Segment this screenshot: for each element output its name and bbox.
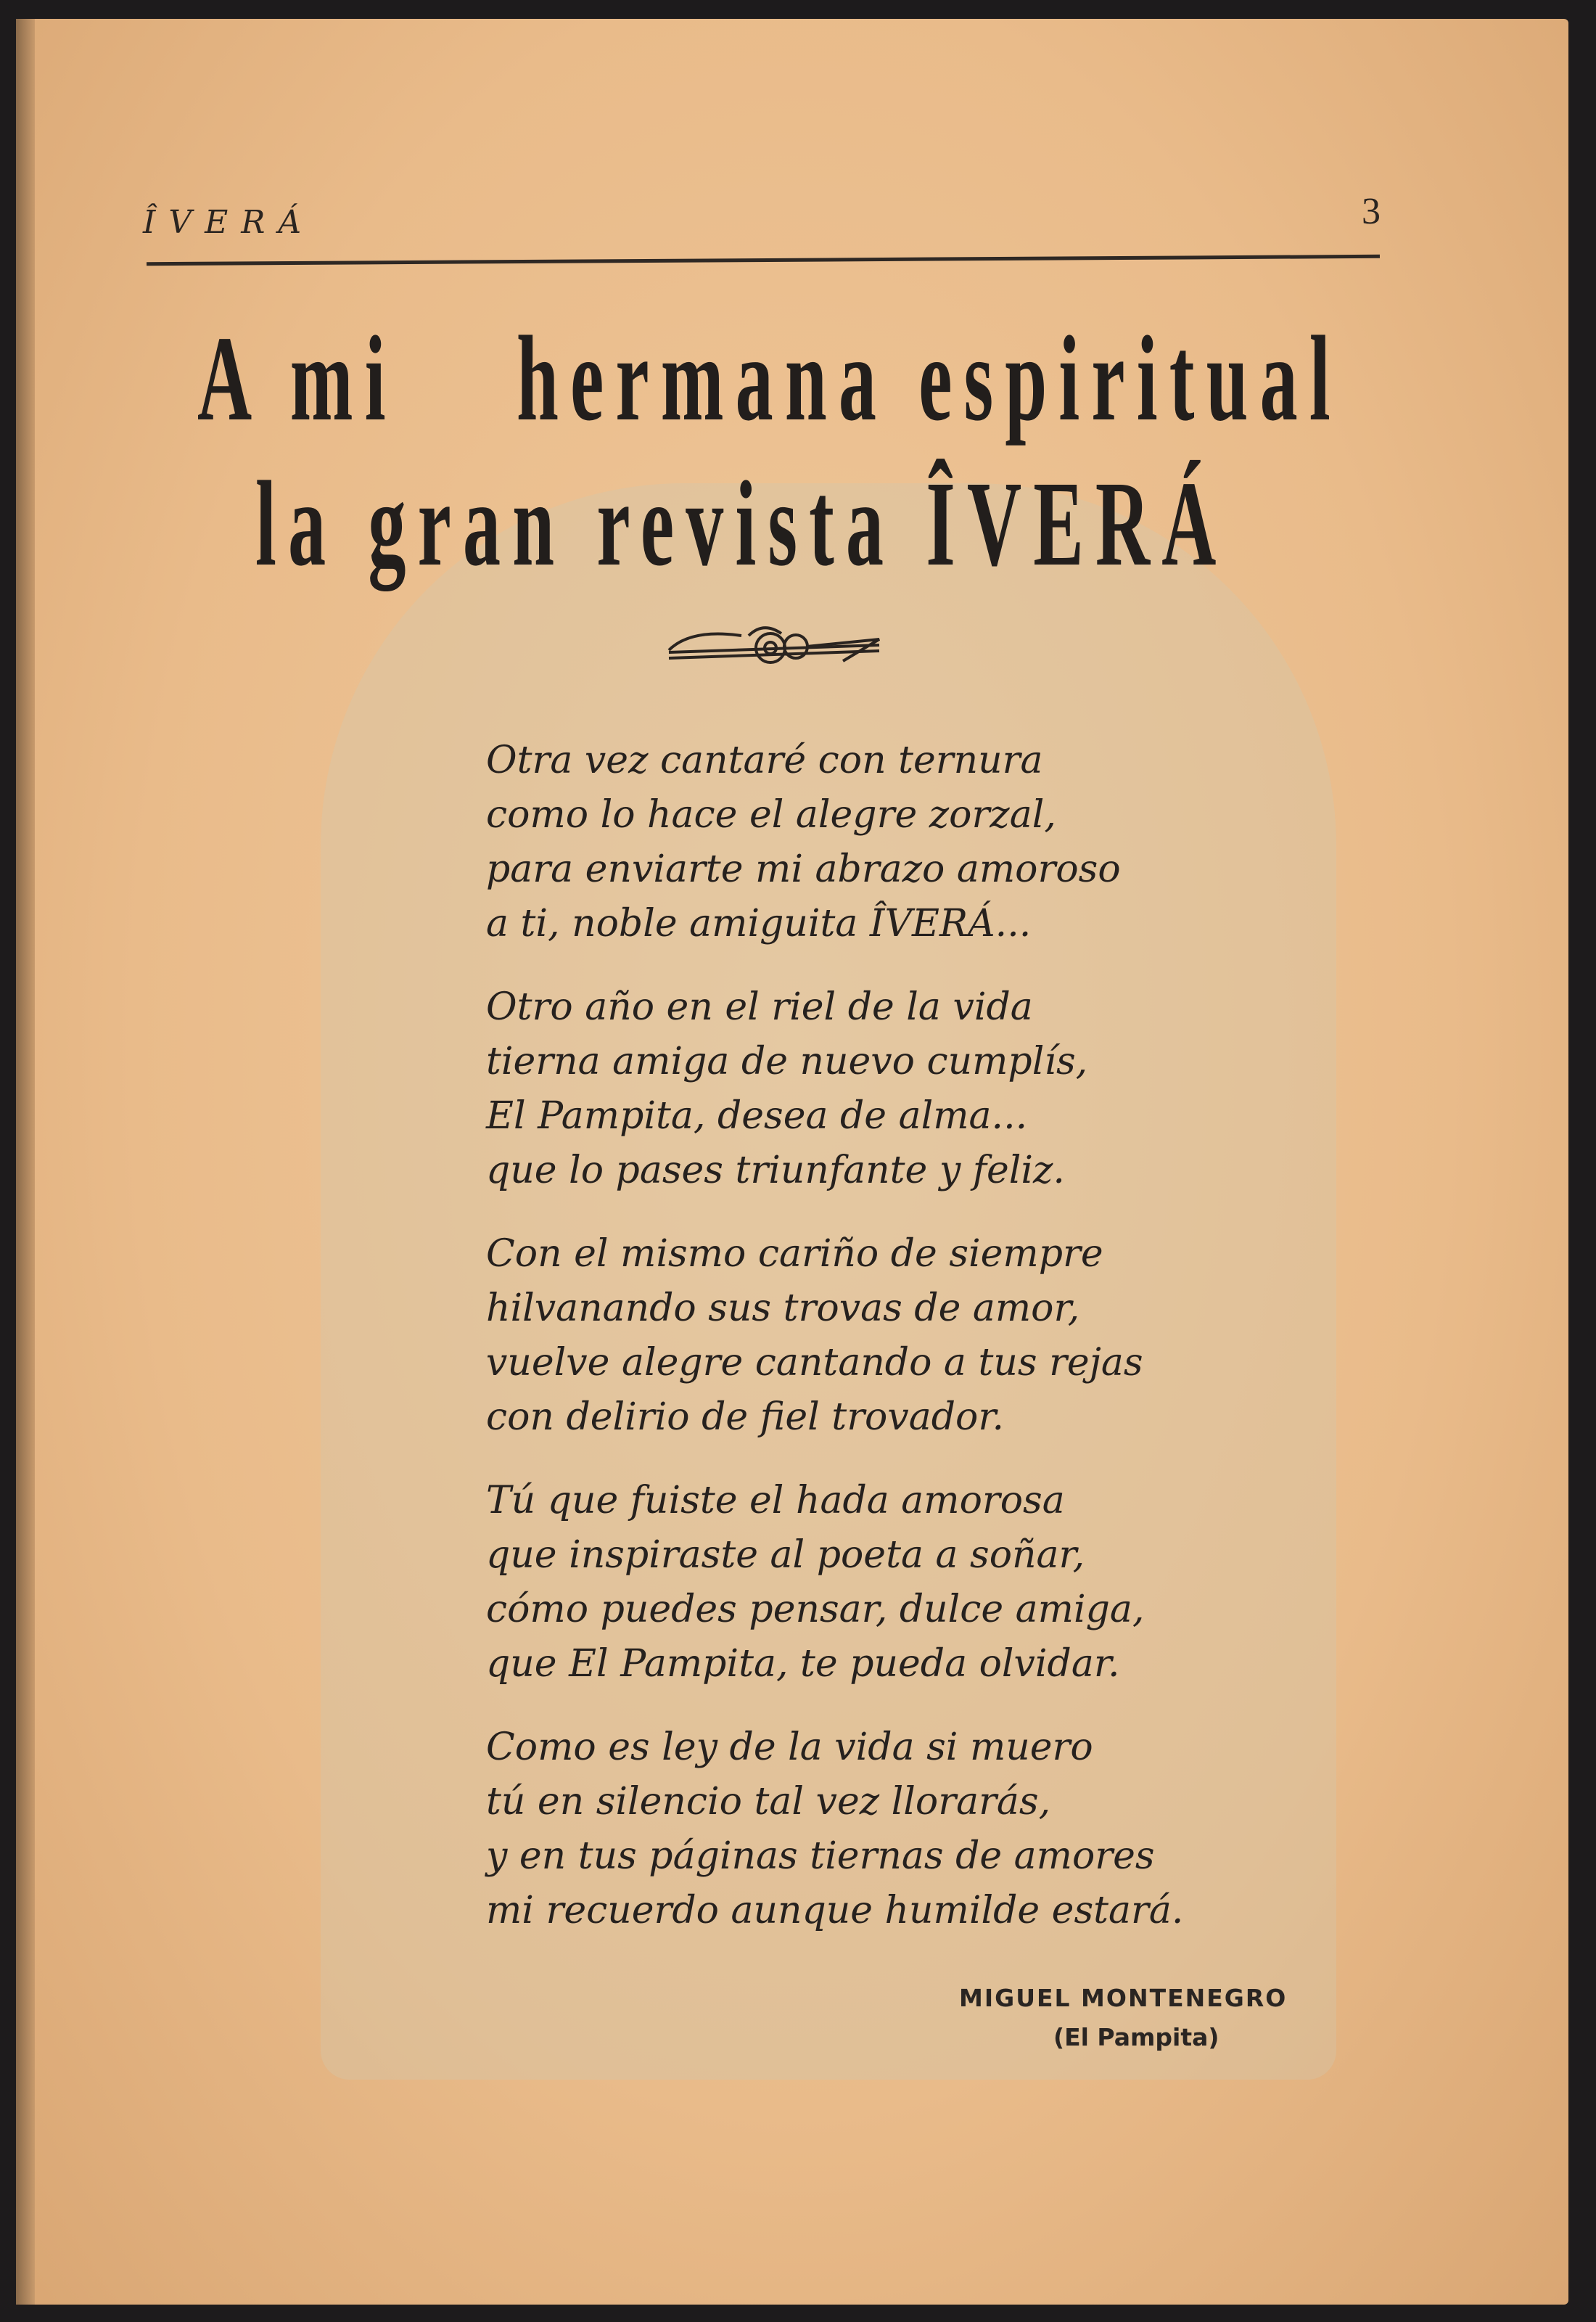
poem-line: tú en silencio tal vez llorarás, [486, 1780, 1051, 1823]
poem-line: como lo hace el alegre zorzal, [486, 793, 1056, 837]
stanza [486, 1720, 1183, 1938]
author-name: MIGUEL MONTENEGRO [959, 1984, 1288, 2012]
poem-line: hilvanando sus trovas de amor, [486, 1287, 1080, 1330]
poem-line: cómo puedes pensar, dulce amiga, [486, 1588, 1145, 1631]
poem-line: para enviarte mi abrazo amoroso [486, 848, 1121, 891]
poem-line: que El Pampita, te pueda olvidar. [486, 1642, 1120, 1686]
poem-line: y en tus páginas tiernas de amores [486, 1834, 1155, 1878]
poem-line: vuelve alegre cantando a tus rejas [486, 1341, 1143, 1384]
poem-line: Otra vez cantaré con ternura [486, 739, 1043, 782]
poem-line: que lo pases triunfante y feliz. [486, 1149, 1065, 1192]
page-spine [16, 19, 35, 2305]
poem-line: tierna amiga de nuevo cumplís, [486, 1040, 1088, 1083]
poem-line: Con el mismo cariño de siempre [486, 1232, 1103, 1276]
floral-ornament-icon [662, 618, 894, 676]
header-rule [147, 255, 1380, 266]
poem-line: con delirio de fiel trovador. [486, 1395, 1005, 1439]
stanza [486, 1227, 1183, 1445]
poem-line: El Pampita, desea de alma... [486, 1094, 1028, 1138]
stanza [486, 734, 1183, 951]
poem-line: Como es ley de la vida si muero [486, 1726, 1093, 1769]
magazine-page [16, 19, 1568, 2305]
poem-line: Otro año en el riel de la vida [486, 985, 1033, 1029]
poem-line: mi recuerdo aunque humilde estará. [486, 1889, 1184, 1932]
stanza [486, 1474, 1183, 1691]
page-number: 3 [1362, 191, 1381, 232]
poem-line: Tú que fuiste el hada amorosa [486, 1479, 1065, 1522]
poem-line: a ti, noble amiguita ÎVERÁ... [486, 902, 1032, 945]
author-alias: (El Pampita) [1053, 2023, 1219, 2051]
title-line-1b: hermana espiritual [517, 311, 1342, 446]
title-line-1a: A mi [197, 311, 398, 446]
poem-line: que inspiraste al poeta a soñar, [486, 1533, 1085, 1577]
stanza [486, 980, 1183, 1198]
running-header: ÎVERÁ [143, 204, 315, 241]
title-line-2: la gran revista ÎVERÁ [255, 456, 1228, 591]
poem [486, 734, 1183, 1967]
